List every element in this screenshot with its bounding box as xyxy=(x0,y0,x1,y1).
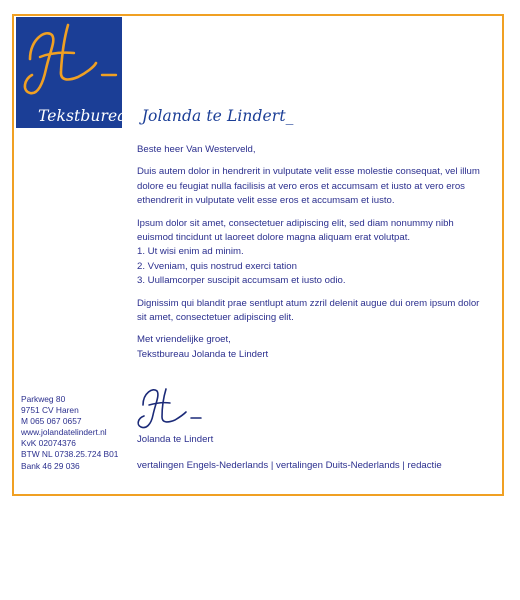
brand-name-dash: _ xyxy=(285,107,294,125)
list-item: 3. Uullamcorper suscipit accumsam et iusto odio. xyxy=(137,275,346,287)
salutation: Beste heer Van Westerveld, xyxy=(137,144,256,155)
brand-name-part2: Jolanda te Lindert xyxy=(141,107,286,125)
address-btw: BTW NL 0738.25.724 B01 xyxy=(21,449,119,460)
signature-name: Jolanda te Lindert xyxy=(137,434,214,445)
paragraph-2: Ipsum dolor sit amet, consectetuer adipiscing elit, sed diam nonummy nibh euismod tincidunt ut laoreet dolore magna aliquam erat volutpat. xyxy=(137,217,454,244)
brand-name-part1: Tekstbureau xyxy=(38,107,142,125)
address-street: Parkweg 80 xyxy=(21,394,66,404)
closing-company: Tekstbureau Jolanda te Lindert xyxy=(137,348,269,360)
address-bank: Bank 46 29 036 xyxy=(21,460,80,471)
list-item: 2. Vveniam, quis nostrud exerci tation xyxy=(137,260,297,272)
address-mobile: M 065 067 0657 xyxy=(21,416,82,427)
jl-monogram-logo xyxy=(16,17,126,107)
services-line: vertalingen Engels-Nederlands | vertalingen Duits-Nederlands | redactie xyxy=(137,460,442,471)
list-item: 1. Ut wisi enim ad minim. xyxy=(137,246,244,258)
closing: Met vriendelijke groet, xyxy=(137,334,231,346)
letter-body xyxy=(137,143,482,362)
address-website: www.jolandatelindert.nl xyxy=(21,427,107,438)
numbered-list xyxy=(137,245,482,288)
handwritten-signature xyxy=(135,385,215,431)
paragraph-1: Duis autem dolor in hendrerit in vulputate velit esse molestie consequat, vel illum dolore eu feugiat nulla facilisis at vero eros et accumsam et iusto at vero eros ethendrerit in vulputate velit esse eros et accumsam et iusto. xyxy=(137,166,480,207)
address-kvk: KvK 02074376 xyxy=(21,438,76,449)
paragraph-3: Dignissim qui blandit prae sentlupt atum zzril delenit augue dui orem ipsum dolor sit amet, consectetuer adipiscing elit. xyxy=(137,297,480,324)
address-postcode: 9751 CV Haren xyxy=(21,405,79,416)
address-block xyxy=(21,394,118,472)
brand-name xyxy=(38,107,294,125)
